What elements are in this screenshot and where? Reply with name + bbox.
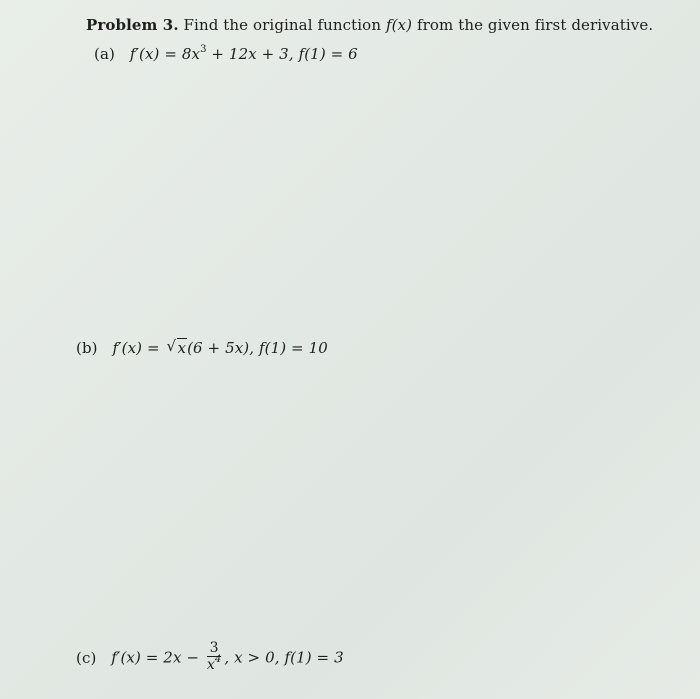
part-a-label: (a)	[94, 45, 115, 63]
fraction-numerator: 3	[207, 640, 221, 657]
part-b-lhs: f′(x)	[112, 339, 143, 357]
fraction-denominator-exponent: 4	[214, 654, 222, 665]
part-c-lhs: f′(x)	[111, 648, 141, 667]
part-b	[76, 339, 328, 357]
sqrt-radical-symbol: √	[166, 337, 177, 355]
instruction-function: f(x)	[385, 16, 413, 34]
part-b-sqrt-arg: x	[177, 339, 187, 357]
part-c-term: = 2x −	[140, 648, 204, 667]
part-b-rest: (6 + 5x), f(1) = 10	[187, 339, 328, 357]
instruction-text-post: from the given first derivative.	[412, 16, 654, 34]
fraction-denominator	[206, 654, 222, 673]
part-a-lhs: f′(x)	[129, 45, 160, 63]
part-c-label: (c)	[76, 648, 97, 667]
part-a-term: = 8x	[159, 45, 201, 63]
fraction-denominator-base: x	[206, 657, 215, 673]
part-a-exponent: 3	[200, 44, 207, 55]
part-c-rest: , x > 0, f(1) = 3	[224, 648, 344, 667]
problem-header	[86, 16, 653, 34]
part-b-sqrt	[167, 339, 188, 357]
part-a-rest: + 12x + 3, f(1) = 6	[206, 45, 358, 63]
part-b-label: (b)	[76, 339, 98, 357]
problem-title: Problem 3.	[86, 16, 179, 34]
part-b-equals: =	[142, 339, 165, 357]
part-c	[76, 642, 344, 675]
instruction-text-pre: Find the original function	[183, 16, 386, 34]
part-c-fraction	[207, 640, 221, 673]
part-a	[94, 45, 358, 63]
